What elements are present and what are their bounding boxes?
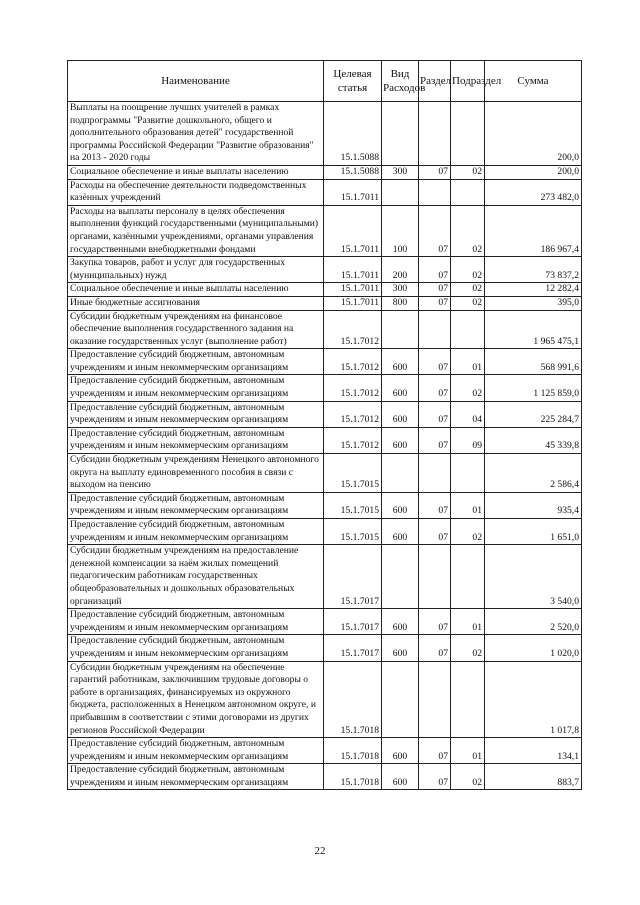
cell-type [382,102,419,166]
cell-name: Субсидии бюджетным учреждениям на обеспечение гарантий работникам, заключившим трудовые договоры о работе в организациях, финансируемых из окружного бюджета, расположенных в Ненецком автономном округе, и прибывшим в соответствии с этими договорами из других регионов Российской Федерации [68,661,324,738]
cell-sum: 395,0 [485,296,582,310]
cell-name: Предоставление субсидий бюджетным, автономным учреждениям и иным некоммерческим организациям [68,427,324,453]
cell-type: 100 [382,205,419,256]
table-row [68,427,582,453]
cell-name: Предоставление субсидий бюджетным, автономным учреждениям и иным некоммерческим организациям [68,519,324,545]
cell-subsection: 02 [451,165,485,179]
cell-type: 600 [382,609,419,635]
cell-article: 15.1.7017 [324,609,382,635]
cell-name: Предоставление субсидий бюджетным, автономным учреждениям и иным некоммерческим организациям [68,492,324,518]
cell-subsection: 01 [451,609,485,635]
table-row [68,545,582,609]
cell-sum: 935,4 [485,492,582,518]
cell-sum: 45 339,8 [485,427,582,453]
cell-type: 300 [382,165,419,179]
cell-section: 07 [419,257,451,283]
table-row [68,165,582,179]
cell-subsection: 02 [451,764,485,790]
table-row [68,401,582,427]
cell-name: Предоставление субсидий бюджетным, автономным учреждениям и иным некоммерческим организациям [68,764,324,790]
cell-section: 07 [419,492,451,518]
page-number: 22 [314,845,326,857]
cell-article: 15.1.7015 [324,519,382,545]
cell-section: 07 [419,401,451,427]
cell-subsection: 01 [451,492,485,518]
table-row [68,205,582,256]
cell-subsection: 02 [451,205,485,256]
cell-sum: 225 284,7 [485,401,582,427]
cell-type [382,310,419,349]
cell-name: Предоставление субсидий бюджетным, автономным учреждениям и иным некоммерческим организациям [68,635,324,661]
cell-section: 07 [419,635,451,661]
cell-subsection: 02 [451,635,485,661]
cell-subsection: 02 [451,296,485,310]
cell-subsection: 01 [451,738,485,764]
cell-name: Социальное обеспечение и иные выплаты населению [68,165,324,179]
cell-type: 600 [382,519,419,545]
cell-name: Предоставление субсидий бюджетным, автономным учреждениям и иным некоммерческим организациям [68,738,324,764]
cell-subsection: 02 [451,283,485,297]
cell-section: 07 [419,609,451,635]
cell-section [419,179,451,205]
cell-article: 15.1.7011 [324,257,382,283]
table-row [68,296,582,310]
cell-section [419,310,451,349]
cell-sum: 1 125 859,0 [485,375,582,401]
header-subsection: Подраздел [451,61,485,102]
table-body [68,102,582,790]
cell-sum: 73 837,2 [485,257,582,283]
cell-section: 07 [419,165,451,179]
cell-sum: 200,0 [485,165,582,179]
header-section: Раздел [419,61,451,102]
cell-type: 600 [382,349,419,375]
cell-subsection: 04 [451,401,485,427]
cell-article: 15.1.7017 [324,545,382,609]
table-row [68,283,582,297]
cell-subsection [451,661,485,738]
cell-article: 15.1.7012 [324,427,382,453]
cell-subsection [451,179,485,205]
cell-type: 600 [382,492,419,518]
table-row [68,519,582,545]
cell-article: 15.1.7012 [324,310,382,349]
cell-type: 600 [382,375,419,401]
cell-subsection [451,454,485,493]
cell-subsection [451,310,485,349]
table-row [68,661,582,738]
cell-sum: 2 586,4 [485,454,582,493]
cell-article: 15.1.7011 [324,179,382,205]
cell-sum: 883,7 [485,764,582,790]
cell-sum: 273 482,0 [485,179,582,205]
cell-name: Предоставление субсидий бюджетным, автономным учреждениям и иным некоммерческим организациям [68,375,324,401]
table-row [68,179,582,205]
cell-sum: 200,0 [485,102,582,166]
cell-section: 07 [419,519,451,545]
cell-sum: 3 540,0 [485,545,582,609]
cell-type [382,545,419,609]
cell-subsection [451,102,485,166]
cell-sum: 1 020,0 [485,635,582,661]
table-row [68,635,582,661]
cell-article: 15.1.7011 [324,205,382,256]
table-row [68,102,582,166]
cell-article: 15.1.5088 [324,102,382,166]
cell-section: 07 [419,738,451,764]
table-row [68,310,582,349]
cell-article: 15.1.7018 [324,661,382,738]
cell-article: 15.1.7017 [324,635,382,661]
cell-type: 600 [382,738,419,764]
cell-sum: 568 991,6 [485,349,582,375]
cell-type [382,661,419,738]
cell-name: Предоставление субсидий бюджетным, автономным учреждениям и иным некоммерческим организациям [68,609,324,635]
cell-section [419,545,451,609]
cell-article: 15.1.5088 [324,165,382,179]
cell-article: 15.1.7018 [324,764,382,790]
cell-subsection: 02 [451,519,485,545]
header-type: Вид Расходов [382,61,419,102]
cell-type: 600 [382,764,419,790]
cell-article: 15.1.7012 [324,349,382,375]
table-row [68,738,582,764]
cell-sum: 134,1 [485,738,582,764]
cell-section [419,454,451,493]
table-row [68,764,582,790]
cell-name: Иные бюджетные ассигнования [68,296,324,310]
cell-subsection: 01 [451,349,485,375]
header-name: Наименование [68,61,324,102]
cell-type: 600 [382,635,419,661]
table-row [68,349,582,375]
cell-article: 15.1.7018 [324,738,382,764]
cell-subsection [451,545,485,609]
budget-table [67,60,582,790]
cell-section: 07 [419,764,451,790]
cell-section [419,102,451,166]
cell-section: 07 [419,349,451,375]
header-article: Целевая статья [324,61,382,102]
table-row [68,492,582,518]
cell-sum: 186 967,4 [485,205,582,256]
cell-subsection: 09 [451,427,485,453]
cell-type: 600 [382,401,419,427]
cell-type: 200 [382,257,419,283]
cell-name: Субсидии бюджетным учреждениям Ненецкого автономного округа на выплату единовременного пособия в связи с выходом на пенсию [68,454,324,493]
cell-sum: 12 282,4 [485,283,582,297]
cell-name: Субсидии бюджетным учреждениям на финансовое обеспечение выполнения государственного задания на оказание государственных услуг (выполнение работ) [68,310,324,349]
cell-article: 15.1.7012 [324,375,382,401]
cell-type: 300 [382,283,419,297]
cell-article: 15.1.7015 [324,454,382,493]
cell-type [382,454,419,493]
table-row [68,257,582,283]
cell-subsection: 02 [451,257,485,283]
cell-name: Предоставление субсидий бюджетным, автономным учреждениям и иным некоммерческим организациям [68,401,324,427]
cell-section [419,661,451,738]
cell-article: 15.1.7011 [324,296,382,310]
cell-type: 600 [382,427,419,453]
table-header-row [68,61,582,102]
header-sum: Сумма [485,61,582,102]
cell-section: 07 [419,205,451,256]
cell-name: Расходы на обеспечение деятельности подведомственных казённых учреждений [68,179,324,205]
cell-section: 07 [419,427,451,453]
cell-name: Предоставление субсидий бюджетным, автономным учреждениям и иным некоммерческим организациям [68,349,324,375]
cell-sum: 1 965 475,1 [485,310,582,349]
cell-type: 800 [382,296,419,310]
cell-section: 07 [419,375,451,401]
cell-section: 07 [419,296,451,310]
table-row [68,375,582,401]
cell-name: Закупка товаров, работ и услуг для государственных (муниципальных) нужд [68,257,324,283]
cell-section: 07 [419,283,451,297]
cell-name: Социальное обеспечение и иные выплаты населению [68,283,324,297]
cell-article: 15.1.7012 [324,401,382,427]
cell-sum: 2 520,0 [485,609,582,635]
cell-article: 15.1.7011 [324,283,382,297]
cell-sum: 1 651,0 [485,519,582,545]
cell-name: Выплаты на поощрение лучших учителей в рамках подпрограммы "Развитие дошкольного, общего и дополнительного образования детей" государственной программы Российской Федерации "Развитие образования" на 2013 - 2020 годы [68,102,324,166]
table-row [68,609,582,635]
cell-subsection: 02 [451,375,485,401]
cell-article: 15.1.7015 [324,492,382,518]
cell-name: Расходы на выплаты персоналу в целях обеспечения выполнения функций государственными (муниципальными) органами, казёнными учреждениями, органами управления государственными внебюджетными фондами [68,205,324,256]
cell-name: Субсидии бюджетным учреждениям на предоставление денежной компенсации за наём жилых помещений педагогическим работникам государственных общеобразовательных и дошкольных образовательных организаций [68,545,324,609]
table-row [68,454,582,493]
cell-sum: 1 017,8 [485,661,582,738]
cell-type [382,179,419,205]
